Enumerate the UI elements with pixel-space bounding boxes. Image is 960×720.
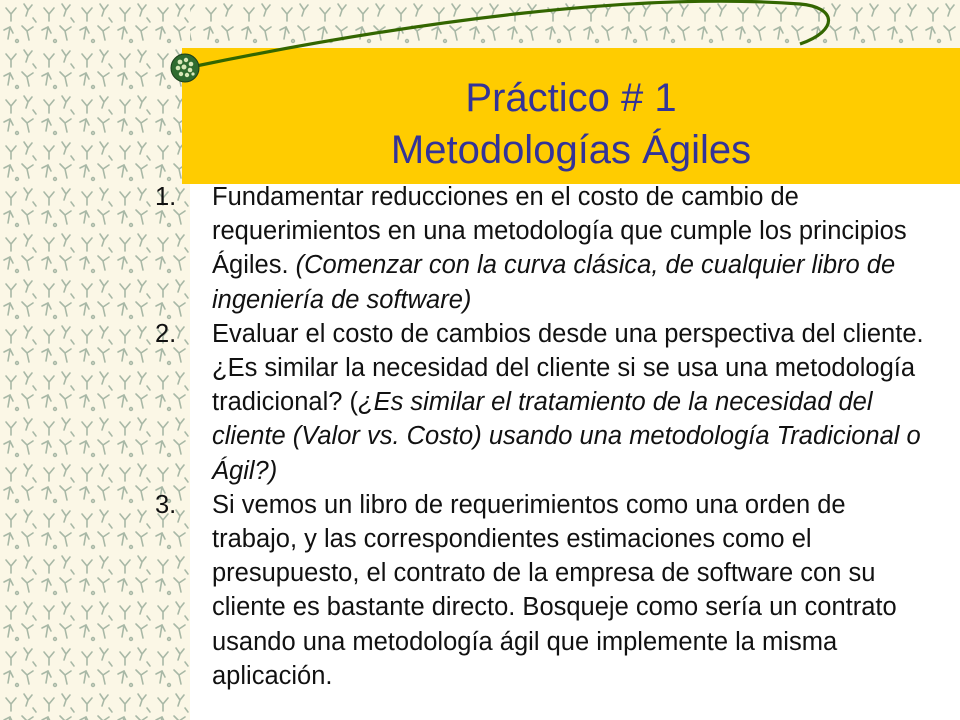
item-text: Evaluar el costo de cambios desde una perspectiva del cliente. ¿Es similar la necesidad del cliente si se usa una metodología tradicional? ( xyxy=(212,319,924,417)
slide-title xyxy=(182,72,960,176)
list-item xyxy=(155,317,935,488)
item-text: Fundamentar reducciones en el costo de cambio de requerimientos en una metodología que cumple los principios Ágiles. xyxy=(212,183,907,280)
item-text: Si vemos un libro de requerimientos como una orden de trabajo, y las correspondientes estimaciones como el presupuesto, el contrato de la empresa de software con su cliente es bastante directo. Bosqueje como sería un contrato usando una metodología ágil que implemente la misma aplicación. xyxy=(212,490,897,690)
list-item xyxy=(155,180,935,317)
title-line-1: Práctico # 1 xyxy=(465,76,677,120)
item-number: 2. xyxy=(155,319,177,348)
item-hint: (Comenzar con la curva clásica, de cualquier libro de ingeniería de software) xyxy=(212,251,896,314)
item-number: 3. xyxy=(155,490,177,519)
list-item xyxy=(155,488,935,693)
item-hint: ¿Es similar el tratamiento de la necesidad del cliente (Valor vs. Costo) usando una metodología Tradicional o Ágil?) xyxy=(212,388,921,485)
title-line-2: Metodologías Ágiles xyxy=(390,128,752,172)
item-number: 1. xyxy=(155,183,177,211)
assignment-list xyxy=(155,180,935,693)
